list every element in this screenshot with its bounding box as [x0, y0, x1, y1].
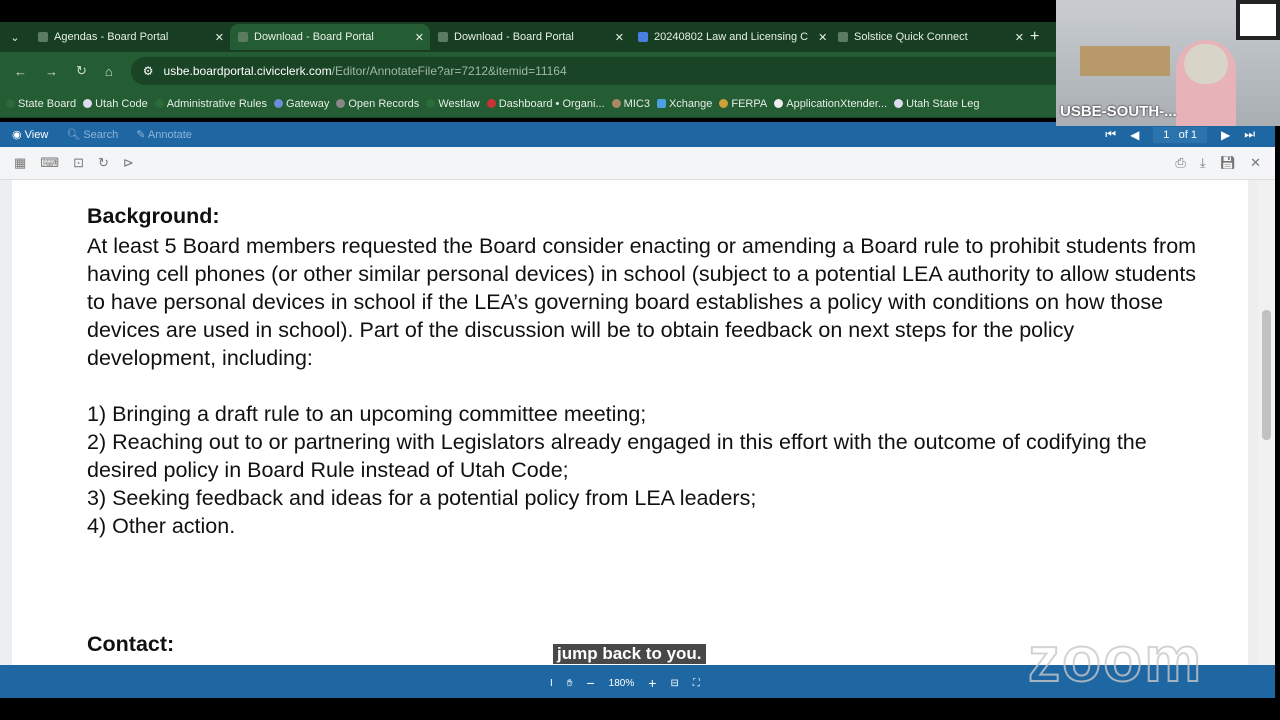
- zoom-watermark: zoom: [1028, 623, 1204, 695]
- contact-heading: Contact:: [87, 632, 175, 656]
- bookmark[interactable]: [274, 98, 329, 110]
- close-icon[interactable]: ✕: [1250, 155, 1261, 170]
- tab-search-icon[interactable]: ⌄: [10, 31, 20, 44]
- bookmark[interactable]: [657, 98, 712, 110]
- prev-page-icon[interactable]: ◀: [1130, 127, 1140, 142]
- tab-download[interactable]: [430, 24, 630, 50]
- document-area: [0, 180, 1275, 665]
- fit-page-icon[interactable]: ⊟: [670, 677, 679, 689]
- close-tab-icon[interactable]: ✕: [1014, 31, 1024, 44]
- person-head: [1184, 44, 1228, 84]
- tab-solstice[interactable]: [830, 24, 1030, 50]
- bookmark-label: Utah Code: [95, 98, 148, 110]
- tab-label: Agendas - Board Portal: [54, 31, 169, 43]
- page-total: of 1: [1178, 128, 1197, 141]
- view-mode-button[interactable]: ◉ View: [12, 129, 49, 141]
- new-tab-icon[interactable]: +: [1030, 28, 1040, 45]
- document-page: [12, 180, 1248, 665]
- box: [1080, 46, 1170, 76]
- close-tab-icon[interactable]: ✕: [614, 31, 624, 44]
- pan-hand-icon[interactable]: ✋︎: [566, 677, 573, 689]
- favicon-icon: [438, 32, 448, 42]
- bookmark[interactable]: [774, 98, 887, 110]
- tab-label: Download - Board Portal: [254, 31, 374, 43]
- close-tab-icon[interactable]: ✕: [414, 31, 424, 44]
- favicon-icon: [238, 32, 248, 42]
- bookmark[interactable]: [83, 98, 148, 110]
- url-path: /Editor/AnnotateFile?ar=7212&itemid=11164: [331, 64, 567, 78]
- tab-label: Download - Board Portal: [454, 31, 574, 43]
- bookmark-label: Administrative Rules: [166, 98, 267, 110]
- bookmark[interactable]: [487, 98, 605, 110]
- live-caption: jump back to you.: [553, 644, 706, 664]
- page-number-input[interactable]: [1153, 127, 1207, 143]
- bookmark-label: Xchange: [668, 98, 713, 110]
- tab-law-licensing[interactable]: [630, 24, 830, 50]
- list-item: 3) Seeking feedback and ideas for a potential policy from LEA leaders;: [87, 486, 757, 510]
- search-label: Search: [83, 129, 119, 141]
- bookmark-label: Gateway: [285, 98, 330, 110]
- scrollbar[interactable]: [1258, 180, 1275, 665]
- tab-label: Solstice Quick Connect: [854, 31, 968, 43]
- scrollbar-thumb[interactable]: [1262, 310, 1271, 440]
- bookmark-label: FERPA: [731, 98, 768, 110]
- close-tab-icon[interactable]: ✕: [818, 31, 828, 44]
- annotate-label: Annotate: [147, 129, 192, 141]
- docs-icon: [638, 32, 648, 42]
- bookmark[interactable]: [426, 98, 479, 110]
- list-item: 2) Reaching out to or partnering with Legislators already engaged in this effort with the outcome of codifying the desired policy in Board Rule instead of Utah Code;: [87, 430, 1147, 482]
- thumbnails-icon[interactable]: ▦: [14, 155, 27, 170]
- background-paragraph: At least 5 Board members requested the Board consider enacting or amending a Board rule to prohibit students from having cell phones (or other similar personal devices) in school (subject to a potential LEA authority to allow students to have personal devices in school if the LEA’s governing board establishes a policy with conditions on how those devices are used in school). Part of the discussion will be to obtain feedback on next steps for the policy development, including:: [87, 234, 1197, 370]
- first-page-icon[interactable]: ⏮: [1105, 127, 1117, 141]
- fit-icon[interactable]: ⊡: [73, 155, 84, 170]
- zoom-in-icon[interactable]: +: [648, 675, 657, 691]
- address-bar[interactable]: [131, 57, 1131, 85]
- comment-icon[interactable]: ⌨: [40, 155, 60, 170]
- bookmark[interactable]: [894, 98, 979, 110]
- tab-download-active[interactable]: [230, 24, 430, 50]
- save-icon[interactable]: 💾︎: [1219, 155, 1237, 170]
- tab-label: 20240802 Law and Licensing C: [654, 31, 809, 43]
- bookmark-label: Utah State Leg: [906, 98, 980, 110]
- next-page-icon[interactable]: ▶: [1220, 127, 1231, 142]
- panel-icon[interactable]: ⊳: [122, 155, 134, 170]
- bookmark-label: ApplicationXtender...: [786, 98, 888, 110]
- forward-icon[interactable]: →: [45, 63, 58, 79]
- bookmark-label: MIC3: [623, 98, 650, 110]
- favicon-icon: [838, 32, 848, 42]
- bookmark-label: State Board: [18, 98, 77, 110]
- back-icon[interactable]: ←: [14, 63, 27, 79]
- site-info-icon[interactable]: ⚙: [142, 64, 154, 78]
- zoom-out-icon[interactable]: −: [586, 675, 595, 691]
- text-select-icon[interactable]: I: [550, 677, 553, 689]
- home-icon[interactable]: ⌂: [104, 63, 113, 79]
- viewer-toolbar: [0, 147, 1275, 180]
- close-tab-icon[interactable]: ✕: [214, 31, 224, 44]
- view-label: View: [24, 129, 49, 141]
- favicon-icon: [38, 32, 48, 42]
- bookmark[interactable]: [6, 98, 76, 110]
- participant-video[interactable]: [1056, 0, 1280, 126]
- download-icon[interactable]: ⤓: [1199, 155, 1206, 170]
- rotate-icon[interactable]: ↻: [97, 155, 109, 170]
- print-icon[interactable]: ⎙: [1175, 155, 1186, 170]
- participant-name: USBE-SOUTH-...: [1060, 103, 1177, 120]
- bookmark-label: Dashboard • Organi...: [498, 98, 605, 110]
- zoom-level: 180%: [608, 677, 635, 689]
- page-current: 1: [1163, 128, 1170, 141]
- url-host: usbe.boardportal.civicclerk.com: [163, 64, 332, 78]
- fullscreen-icon[interactable]: ⛶: [692, 677, 700, 689]
- annotate-mode-button[interactable]: ✎ Annotate: [136, 129, 192, 141]
- wall-frame: [1236, 0, 1280, 40]
- last-page-icon[interactable]: ⏭: [1244, 127, 1255, 141]
- bookmark[interactable]: [336, 98, 419, 110]
- bookmark-label: Open Records: [348, 98, 420, 110]
- list-item: 4) Other action.: [87, 514, 236, 538]
- search-mode-button[interactable]: 🔍︎ Search: [66, 129, 119, 141]
- tab-agendas[interactable]: [30, 24, 230, 50]
- bookmark[interactable]: [612, 98, 650, 110]
- bookmarks-bar: [0, 90, 1056, 118]
- background-heading: Background:: [87, 204, 220, 228]
- reload-icon[interactable]: ↻: [76, 63, 87, 78]
- list-item: 1) Bringing a draft rule to an upcoming committee meeting;: [87, 402, 647, 426]
- bookmark-label: Westlaw: [438, 98, 480, 110]
- bookmark[interactable]: [719, 98, 767, 110]
- bookmark[interactable]: [155, 98, 267, 110]
